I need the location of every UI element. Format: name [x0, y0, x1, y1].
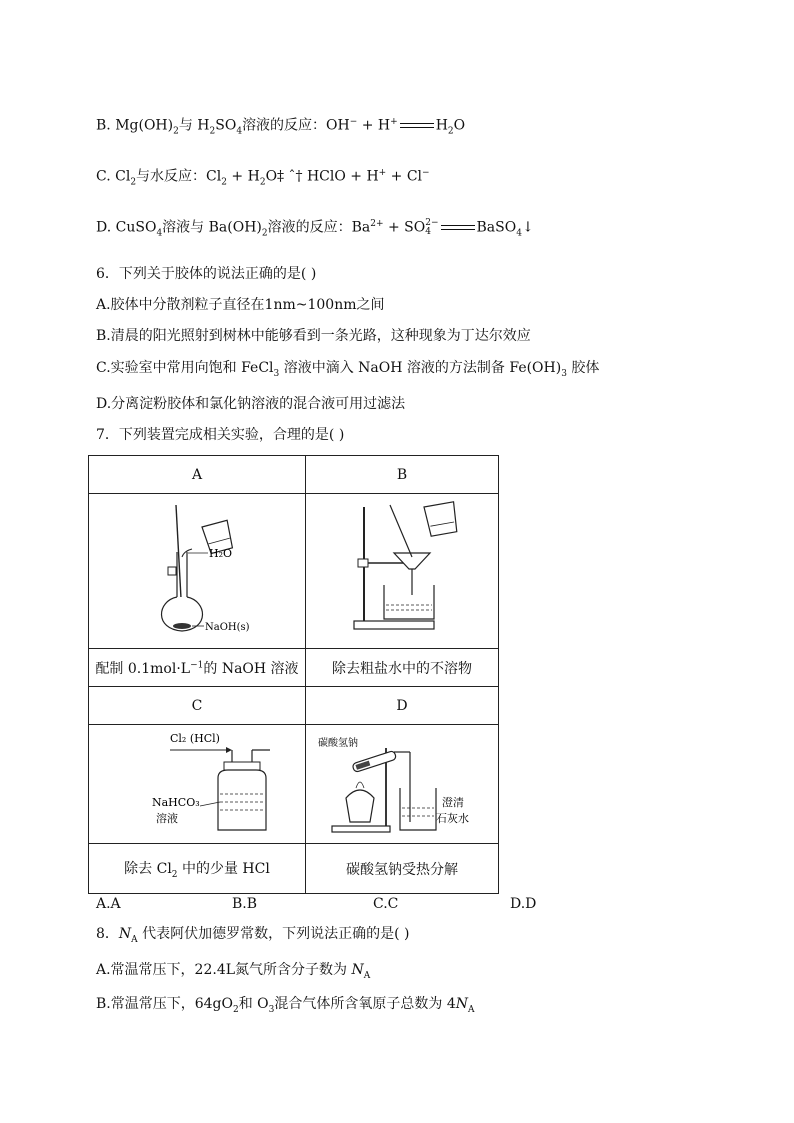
- q8-option-b: B.常温常压下，$64gO_2$和 $O_3$混合气体所含氧原子总数为 $4N_A$: [96, 996, 475, 1015]
- q6-option-b: B.清晨的阳光照射到树林中能够看到一条光路，这种现象为丁达尔效应: [96, 328, 531, 344]
- caption-a: 配制 $0.1mol\cdot L^{-1}$的 NaOH 溶液: [89, 649, 306, 687]
- q6-option-a: A.胶体中分散剂粒子直径在1nm~100nm之间: [96, 297, 385, 313]
- q6-option-c: C.实验室中常用向饱和 FeCl$_3$ 溶液中滴入 NaOH 溶液的方法制备 $Fe(OH)_3$ 胶体: [96, 360, 600, 379]
- caption-d: 碳酸氢钠受热分解: [306, 844, 499, 894]
- apparatus-d-cell: [306, 725, 499, 844]
- label-water: H₂O: [209, 546, 233, 560]
- apparatus-b-cell: [306, 494, 499, 649]
- q5-option-d: D. CuSO$_4$溶液与 $Ba(OH)_2$溶液的反应：$Ba^{2+}$ + SO 2− 4 BaSO$_4$↓: [96, 217, 534, 239]
- q8-stem: 8．$N_A$ 代表阿伏加德罗常数，下列说法正确的是( ): [96, 926, 410, 945]
- label-cl2-hcl: Cl₂ (HCl): [170, 732, 220, 745]
- q7-apparatus-table: [88, 455, 499, 894]
- q6-option-d: D.分离淀粉胶体和氯化钠溶液的混合液可用过滤法: [96, 396, 406, 412]
- q8-option-a: A.常温常压下，22.4L氮气所含分子数为 $N_A$: [96, 962, 371, 981]
- caption-b: 除去粗盐水中的不溶物: [306, 649, 499, 687]
- caption-c: 除去 $Cl_2$ 中的少量 HCl: [89, 844, 306, 894]
- volumetric-flask-diagram: [132, 497, 262, 642]
- thermal-decomposition-diagram: [312, 726, 492, 838]
- q5-option-c: C. $Cl_2$与水反应：$Cl_2$ + $H_2O\ddagger$ ˆ† HClO + H+ + Cl−: [96, 168, 430, 188]
- label-naoh-solid: NaOH(s): [205, 621, 250, 633]
- label-nahco3: NaHCO₃: [152, 796, 200, 809]
- label-baking-soda: 碳酸氢钠: [318, 738, 358, 749]
- q5-option-b: B. $Mg(OH)_2$与 $H_2SO_4$溶液的反应：OH− + H+ $H_2O$: [96, 117, 466, 137]
- label-limewater-1: 澄清: [442, 796, 464, 809]
- apparatus-c-cell: [89, 725, 306, 844]
- label-limewater-2: 石灰水: [436, 812, 469, 825]
- q7-option-c: C.C: [373, 896, 399, 912]
- header-d: D: [306, 687, 499, 725]
- gas-washing-bottle-diagram: [112, 726, 282, 838]
- header-b: B: [306, 456, 499, 494]
- filtration-stand-diagram: [332, 497, 472, 642]
- equals-sign: [400, 122, 434, 130]
- header-c: C: [89, 687, 306, 725]
- reversible-arrow-glyph: ‡ ˆ†: [277, 168, 303, 185]
- equals-sign: [441, 224, 475, 232]
- q7-stem: 7．下列装置完成相关实验，合理的是( ): [96, 427, 345, 443]
- q7-option-d: D.D: [510, 896, 537, 912]
- q6-stem: 6．下列关于胶体的说法正确的是( ): [96, 266, 317, 282]
- apparatus-a-cell: [89, 494, 306, 649]
- q7-option-b: B.B: [232, 896, 258, 912]
- q7-option-a: A.A: [96, 896, 121, 912]
- header-a: A: [89, 456, 306, 494]
- label-solution: 溶液: [156, 812, 178, 825]
